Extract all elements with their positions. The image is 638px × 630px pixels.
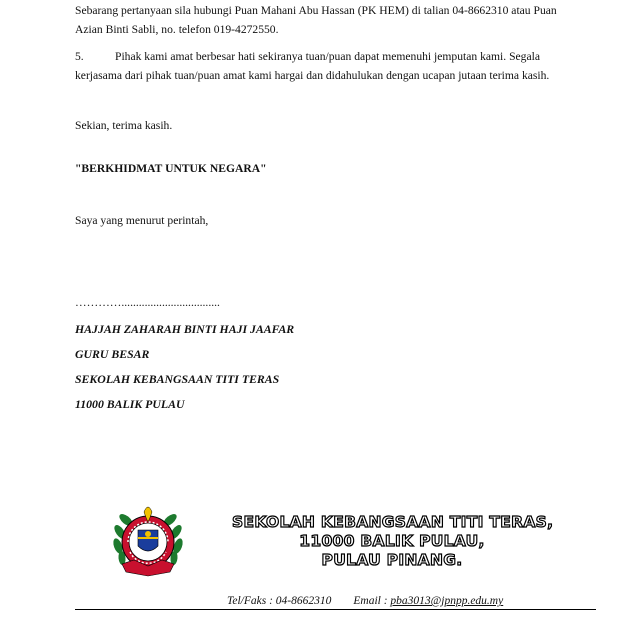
contact-paragraph: Sebarang pertanyaan sila hubungi Puan Mahani Abu Hassan (PK HEM) di talian 04-8662310 atau Puan Azian Binti Sabli, no. telefon 019-4272550.: [75, 4, 557, 36]
contact-info: [227, 595, 503, 607]
school-letterhead: [232, 513, 552, 570]
signatory-name: HAJJAH ZAHARAH BINTI HAJI JAAFAR: [75, 322, 295, 336]
tel-fax: Tel/Faks : 04-8662310: [227, 595, 332, 607]
footer-divider: [75, 609, 596, 610]
email-link[interactable]: pba3013@jpnpp.edu.my: [390, 595, 504, 607]
paragraph-5: [75, 48, 580, 85]
signatory-school: SEKOLAH KEBANGSAAN TITI TERAS: [75, 372, 280, 386]
paragraph-number: 5.: [75, 50, 84, 63]
closing-text: Sekian, terima kasih.: [75, 119, 173, 132]
letterhead-line-3: PULAU PINANG.: [321, 551, 463, 569]
letterhead-line-2: 11000 BALIK PULAU,: [299, 532, 485, 550]
email-label: Email :: [353, 595, 391, 607]
signature-line: …………..................................: [75, 296, 220, 309]
school-crest-icon: [108, 498, 188, 580]
letterhead-line-1: SEKOLAH KEBANGSAAN TITI TERAS,: [232, 513, 554, 531]
paragraph-5-text: Pihak kami amat berbesar hati sekiranya tuan/puan dapat memenuhi jemputan kami. Segala kerjasama dari pihak tuan/puan amat kami hargai dan didahulukan dengan ucapan jutaan terima kasih.: [75, 50, 550, 82]
signatory-address: 11000 BALIK PULAU: [75, 397, 185, 411]
instruction-text: Saya yang menurut perintah,: [75, 214, 209, 227]
motto-text: "BERKHIDMAT UNTUK NEGARA": [75, 162, 267, 175]
signatory-position: GURU BESAR: [75, 347, 150, 361]
